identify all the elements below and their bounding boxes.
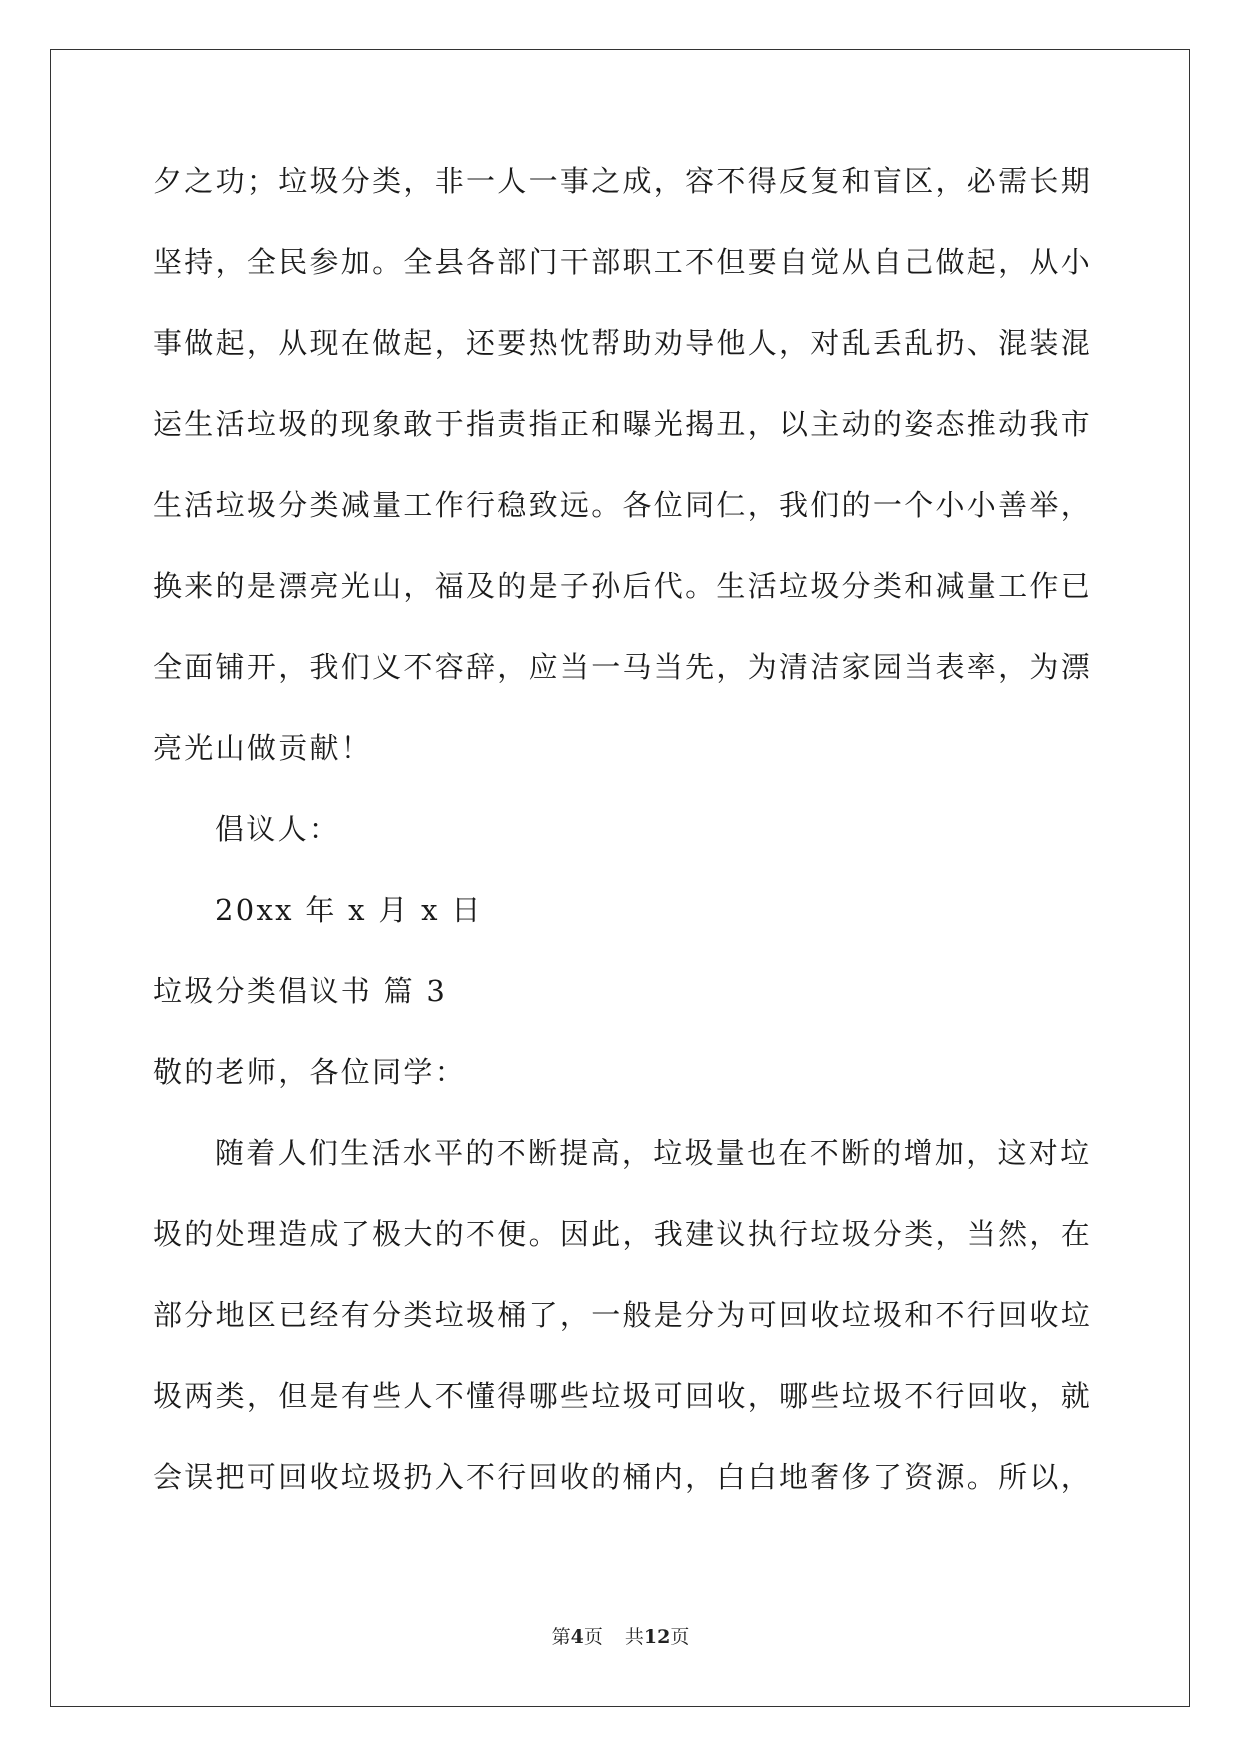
proposer-label: 倡议人： <box>215 812 341 846</box>
section-title: 垃圾分类倡议书 篇 3 <box>153 974 448 1008</box>
body-line: 亮光山做贡献！ <box>153 731 373 765</box>
page-prefix: 第 <box>551 1626 571 1648</box>
para2-line: 圾两类，但是有些人不懂得哪些垃圾可回收，哪些垃圾不行回收，就 <box>153 1379 1093 1413</box>
page-footer <box>0 1622 1241 1649</box>
body-line: 事做起，从现在做起，还要热忱帮助劝导他人，对乱丢乱扔、混装混 <box>153 326 1093 360</box>
body-line: 换来的是漂亮光山，福及的是子孙后代。生活垃圾分类和减量工作已 <box>153 569 1093 603</box>
total-prefix: 共 <box>624 1626 644 1648</box>
body-line: 生活垃圾分类减量工作行稳致远。各位同仁，我们的一个小小善举， <box>153 488 1093 522</box>
para2-line: 圾的处理造成了极大的不便。因此，我建议执行垃圾分类，当然，在 <box>153 1217 1093 1251</box>
body-line: 运生活垃圾的现象敢于指责指正和曝光揭丑，以主动的姿态推动我市 <box>153 407 1093 441</box>
total-suffix: 页 <box>670 1626 690 1648</box>
total-pages: 12 <box>643 1626 671 1648</box>
greeting: 敬的老师，各位同学： <box>153 1055 467 1089</box>
body-line: 坚持，全民参加。全县各部门干部职工不但要自觉从自己做起，从小 <box>153 245 1093 279</box>
date-line: 20xx 年 x 月 x 日 <box>215 893 483 927</box>
para2-line: 部分地区已经有分类垃圾桶了，一般是分为可回收垃圾和不行回收垃 <box>153 1298 1093 1332</box>
page-suffix: 页 <box>583 1626 603 1648</box>
body-line: 全面铺开，我们义不容辞，应当一马当先，为清洁家园当表率，为漂 <box>153 650 1093 684</box>
body-line: 夕之功；垃圾分类，非一人一事之成，容不得反复和盲区，必需长期 <box>153 164 1093 198</box>
document-body <box>153 161 1093 1538</box>
para2-line: 随着人们生活水平的不断提高，垃圾量也在不断的增加，这对垃 <box>215 1136 1092 1170</box>
para2-line: 会误把可回收垃圾扔入不行回收的桶内，白白地奢侈了资源。所以， <box>153 1460 1093 1494</box>
page-number: 4 <box>570 1626 584 1648</box>
